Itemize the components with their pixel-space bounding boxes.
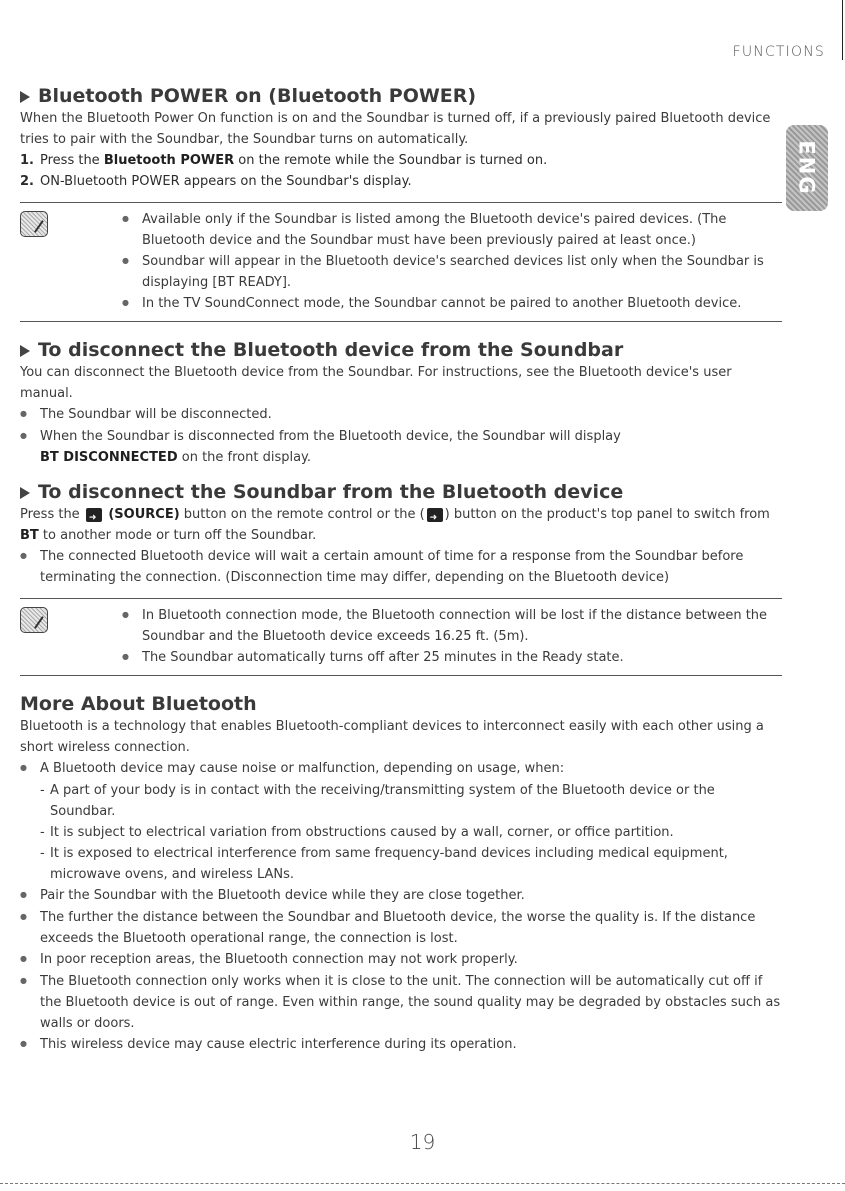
bullet-item: ● When the Soundbar is disconnected from the Bluetooth device, the Soundbar will display BT DISCONNECTED on the front display. xyxy=(20,426,782,468)
bullet-item: ● The further the distance between the Soundbar and Bluetooth device, the worse the quality is. If the distance exceeds the Bluetooth operational range, the connection is lost. xyxy=(20,907,782,949)
source-icon xyxy=(427,508,443,522)
note-pencil-icon xyxy=(20,607,48,633)
bottom-rule xyxy=(0,1183,845,1184)
step-1: 1. Press the Bluetooth POWER on the remote while the Soundbar is turned on. xyxy=(20,153,548,168)
section-title: To disconnect the Soundbar from the Bluetooth device xyxy=(20,480,782,504)
section-bt-power xyxy=(20,84,782,322)
sub-item: - It is subject to electrical variation from obstructions caused by a wall, corner, or office partition. xyxy=(40,825,674,840)
section-title: To disconnect the Bluetooth device from the Soundbar xyxy=(20,338,782,362)
note-box xyxy=(20,598,782,676)
note-box xyxy=(20,202,782,322)
triangle-bullet-icon xyxy=(20,345,30,357)
section-intro: When the Bluetooth Power On function is on and the Soundbar is turned off, if a previously paired Bluetooth device tries to pair with the Soundbar, the Soundbar turns on automatically. xyxy=(20,111,771,147)
language-tab xyxy=(786,125,828,211)
page-number: 19 xyxy=(409,1130,436,1154)
bullet-item: ● This wireless device may cause electric interference during its operation. xyxy=(20,1034,782,1056)
sub-item: - A part of your body is in contact with the receiving/transmitting system of the Bluetooth device or the Soundbar. xyxy=(40,783,715,819)
section-disconnect-device xyxy=(20,338,782,468)
source-icon xyxy=(86,508,102,522)
page-content xyxy=(20,84,782,1068)
section-intro: Bluetooth is a technology that enables Bluetooth-compliant devices to interconnect easily with each other using a short wireless connection. xyxy=(20,719,764,755)
triangle-bullet-icon xyxy=(20,91,30,103)
section-disconnect-soundbar xyxy=(20,480,782,676)
bullet-item: ● The Bluetooth connection only works when it is close to the unit. The connection will be automatically cut off if the Bluetooth device is out of range. Even within range, the sound quality may be degraded by obstacles such as walls or doors. xyxy=(20,971,782,1034)
bullet-item: ● A Bluetooth device may cause noise or malfunction, depending on usage, when: xyxy=(20,758,782,780)
section-label: FUNCTIONS xyxy=(732,44,825,60)
note-item: ● In Bluetooth connection mode, the Bluetooth connection will be lost if the distance between the Soundbar and the Bluetooth device exceeds 16.25 ft. (5m). xyxy=(20,605,782,647)
section-title: Bluetooth POWER on (Bluetooth POWER) xyxy=(20,84,782,108)
note-item: ● The Soundbar automatically turns off after 25 minutes in the Ready state. xyxy=(20,647,782,669)
note-item: ● Soundbar will appear in the Bluetooth device's searched devices list only when the Soundbar is displaying [BT READY]. xyxy=(20,251,782,293)
sub-item: - It is exposed to electrical interference from same frequency-band devices including medical equipment, microwave ovens, and wireless LANs. xyxy=(40,846,728,882)
note-item: ● Available only if the Soundbar is listed among the Bluetooth device's paired devices. (The Bluetooth device and the Soundbar must have been previously paired at least once.) xyxy=(20,209,782,251)
note-pencil-icon xyxy=(20,211,48,237)
bullet-item: ● The connected Bluetooth device will wait a certain amount of time for a response from the Soundbar before terminating the connection. (Disconnection time may differ, depending on the Bluetooth device) xyxy=(20,546,782,588)
section-title: More About Bluetooth xyxy=(20,693,257,715)
language-tab-label: ENG xyxy=(795,140,820,196)
header-rule xyxy=(842,0,843,60)
section-more-about-bluetooth xyxy=(20,692,782,1056)
step-2: 2. ON-Bluetooth POWER appears on the Soundbar's display. xyxy=(20,174,412,189)
note-item: ● In the TV SoundConnect mode, the Soundbar cannot be paired to another Bluetooth device. xyxy=(20,293,782,315)
bullet-item: ● Pair the Soundbar with the Bluetooth device while they are close together. xyxy=(20,885,782,907)
section-intro: Press the ➜ (SOURCE) button on the remote control or the (➜ ) button on the product's top panel to switch from BT to another mode or turn off the Soundbar. xyxy=(20,504,782,546)
bullet-item: ● In poor reception areas, the Bluetooth connection may not work properly. xyxy=(20,949,782,971)
triangle-bullet-icon xyxy=(20,487,30,499)
bullet-item: ● The Soundbar will be disconnected. xyxy=(20,404,782,426)
section-intro: You can disconnect the Bluetooth device from the Soundbar. For instructions, see the Bluetooth device's user manual. xyxy=(20,365,732,401)
